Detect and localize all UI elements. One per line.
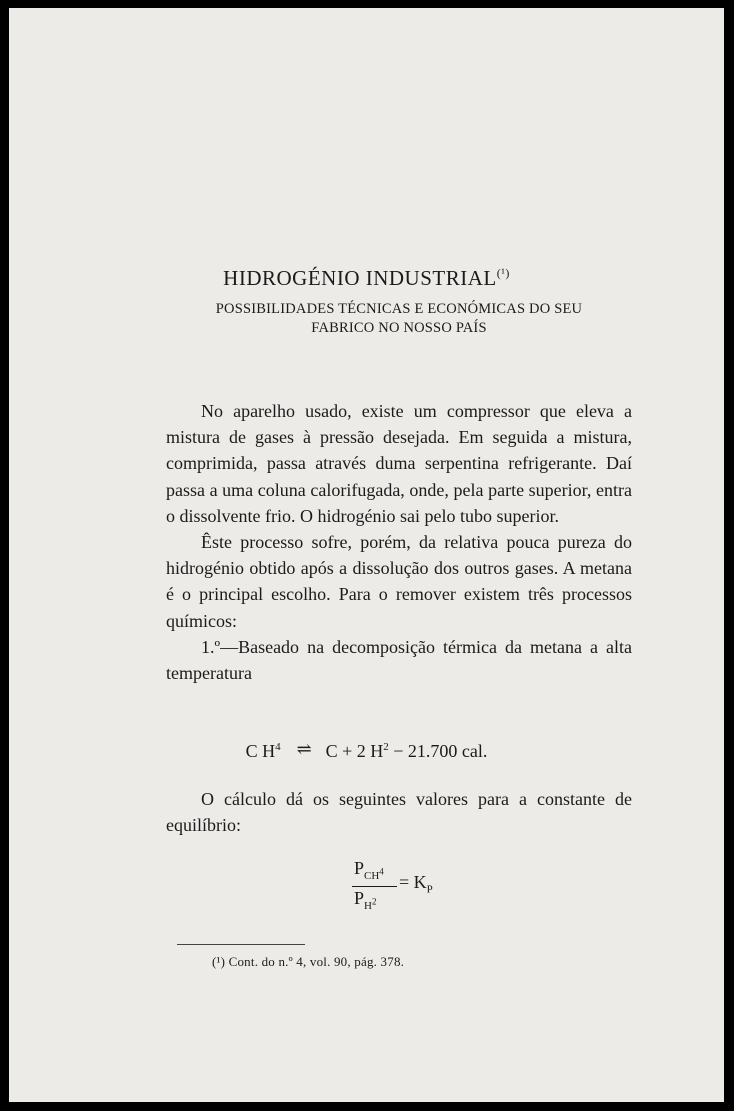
title-footnote-ref: (¹) (496, 266, 510, 280)
equilibrium-constant-formula (352, 858, 472, 918)
footnote-divider (177, 944, 305, 945)
den-base: P (354, 888, 365, 908)
fraction-numerator (354, 858, 384, 882)
paragraph-apparatus: No aparelho usado, existe um compressor que eleva a mistura de gases à pressão desejada. Em seguida a mistura, comprimida, passa através duma serpentina refrigerante. Daí passa a uma coluna calorifugada, onde, pela parte superior, entra o dissolvente frio. O hidrogénio sai pelo tubo superior. (166, 401, 632, 526)
equation-methane-decomposition (9, 741, 724, 762)
result-text: = K (399, 872, 427, 892)
num-base: P (354, 858, 365, 878)
footnote-ref: (¹) (212, 954, 226, 969)
eq-lhs-sup: 4 (275, 741, 281, 753)
num-sub (364, 865, 384, 882)
title-text: HIDROGÉNIO INDUSTRIAL (223, 266, 497, 290)
den-sub (364, 895, 377, 912)
fraction-denominator (354, 888, 376, 912)
den-sup: 2 (371, 895, 377, 906)
footnote-text: Cont. do n.º 4, vol. 90, pág. 378. (228, 954, 405, 969)
paragraph-purity: Êste processo sofre, porém, da relativa pouca pureza do hidrogénio obtido após a dissolução dos outros gases. A metana é o principal escolho. Para o remover existem três processos químicos: (166, 532, 632, 631)
document-subtitle (189, 300, 609, 338)
den-sub-text: H (364, 899, 372, 912)
fraction-result (399, 872, 433, 896)
paragraph-process-1: 1.º—Baseado na decomposição térmica da metana a alta temperatura (166, 636, 632, 684)
eq-rhs-sup: 2 (383, 741, 389, 753)
subtitle-line-2: FABRICO NO NOSSO PAÍS (311, 320, 487, 336)
fraction-bar (352, 886, 397, 887)
eq-energy: − 21.700 cal. (393, 741, 488, 761)
num-sup: 4 (379, 865, 384, 876)
body-text (166, 398, 632, 686)
eq-lhs: C H (245, 741, 276, 761)
document-page (9, 8, 724, 1102)
document-title (9, 266, 724, 291)
result-sub: P (426, 883, 433, 896)
eq-rhs: C + 2 H (325, 741, 384, 761)
paragraph-equilibrium: O cálculo dá os seguintes valores para a constante de equilíbrio: (166, 789, 632, 836)
eq-equilibrium-arrow: ⇌ (296, 739, 310, 759)
footnote (212, 954, 404, 970)
num-sub-text: CH (364, 869, 380, 882)
subtitle-line-1: POSSIBILIDADES TÉCNICAS E ECONÓMICAS DO SEU (215, 301, 583, 317)
